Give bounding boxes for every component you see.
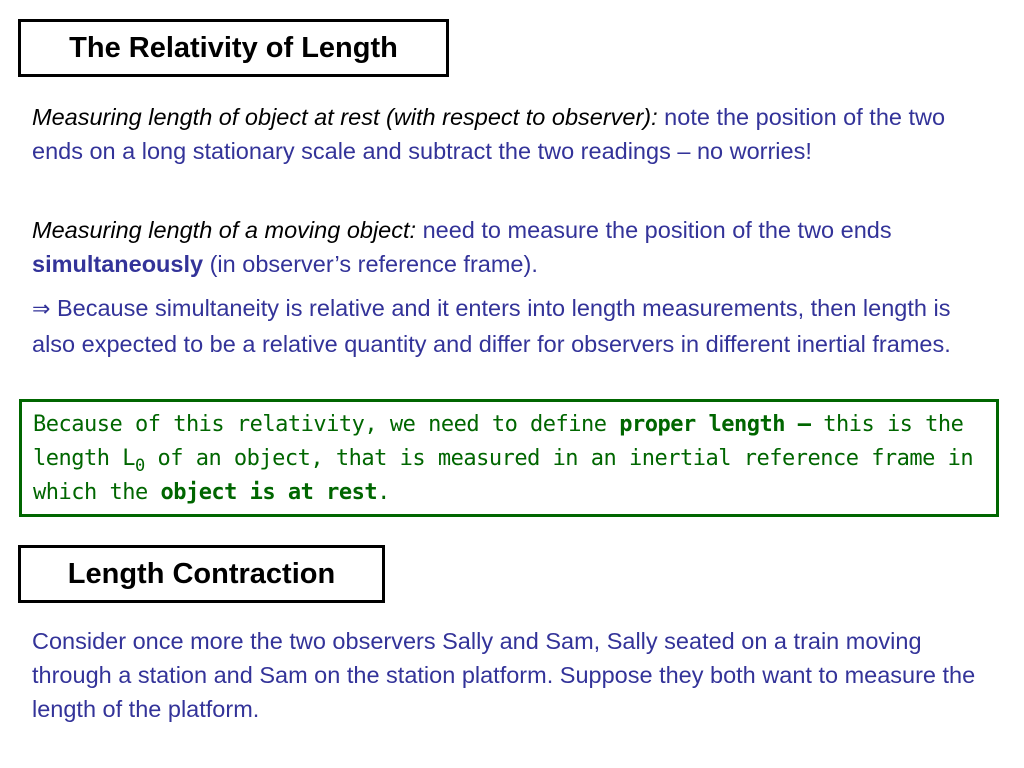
paragraph-lead: Measuring length of object at rest (with respect to observer):	[32, 104, 658, 130]
slide-title: The Relativity of Length	[18, 19, 449, 77]
section-title: Length Contraction	[18, 545, 385, 603]
definition-end: .	[377, 480, 390, 505]
paragraph-body: Because simultaneity is relative and it enters into length measurements, then length is also expected to be a relative quantity and differ for observers in different inertial frames.	[32, 295, 951, 357]
paragraph-body: need to measure the position of the two ends	[416, 217, 892, 243]
proper-length-definition-box	[19, 399, 999, 517]
paragraph-lead: Measuring length of a moving object:	[32, 217, 417, 243]
definition-emphasis: object is at rest	[160, 480, 378, 505]
implies-arrow-icon: ⇒	[32, 297, 51, 322]
paragraph-conclusion	[32, 291, 992, 361]
paragraph-length-at-rest	[32, 100, 992, 168]
paragraph-moving-object	[32, 213, 992, 281]
definition-subscript: 0	[134, 456, 145, 476]
definition-text: this is the length L	[33, 412, 964, 471]
emphasis-simultaneously: simultaneously	[32, 251, 204, 277]
paragraph-sally-and-sam: Consider once more the two observers Sally and Sam, Sally seated on a train moving through a station and Sam on the station platform. Suppose they both want to measure the length of the platform.	[32, 628, 976, 722]
definition-text: Because of this relativity, we need to define	[33, 412, 620, 437]
definition-term: proper length –	[619, 412, 811, 437]
paragraph-body: note the position of the two ends on a long stationary scale and subtract the two readings – no worries!	[32, 104, 946, 164]
definition-text: of an object, that is measured in an inertial reference frame in which the	[33, 446, 974, 505]
paragraph-body-end: (in observer’s reference frame).	[203, 251, 538, 277]
